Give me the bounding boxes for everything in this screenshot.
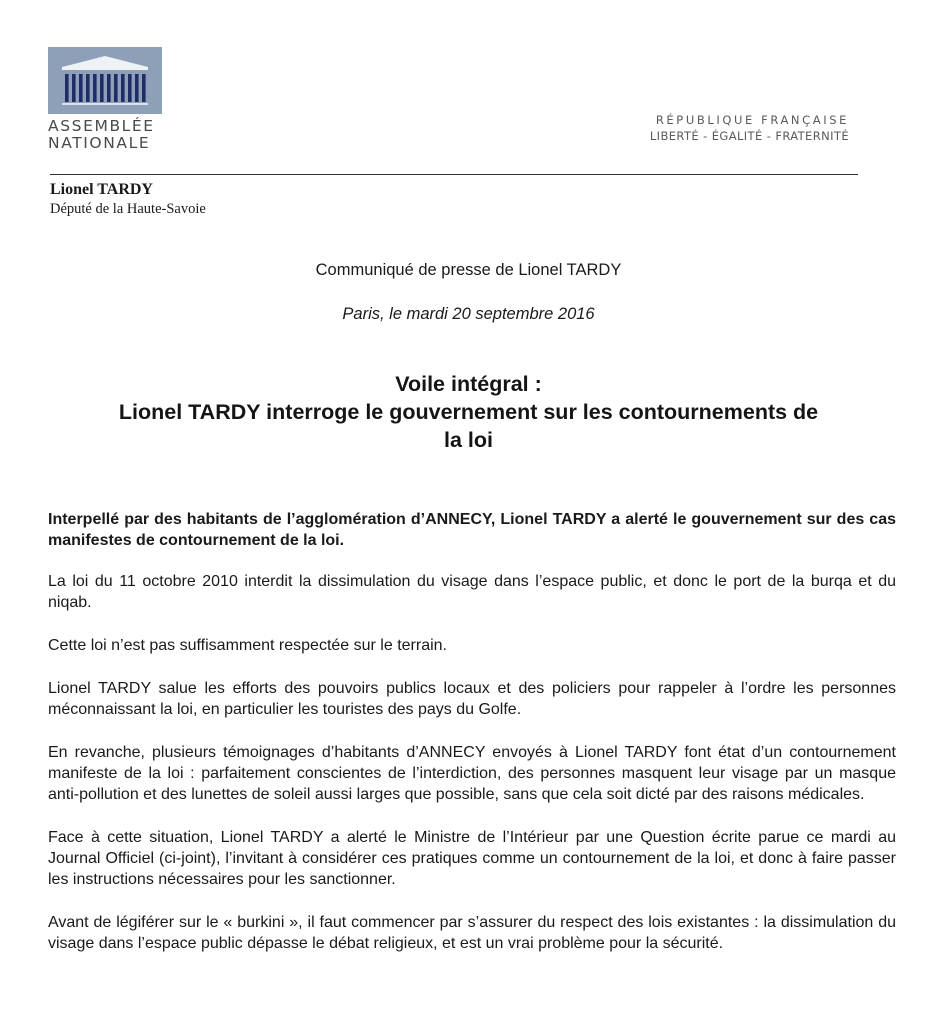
title-line-1: Voile intégral : xyxy=(395,372,542,396)
header-divider xyxy=(50,174,858,175)
assemblee-nationale-logo xyxy=(48,47,168,152)
logo-line-1: ASSEMBLÉE xyxy=(48,117,155,135)
lead-paragraph: Interpellé par des habitants de l’agglomération d’ANNECY, Lionel TARDY a alerté le gouvernement sur des cas manifestes de contournement de la loi. xyxy=(48,511,896,549)
body-paragraph: La loi du 11 octobre 2010 interdit la dissimulation du visage dans l’espace public, et donc le port de la burqa et du niqab. xyxy=(48,573,896,611)
body-paragraph: Lionel TARDY salue les efforts des pouvoirs publics locaux et des policiers pour rappeler à l’ordre les personnes méconnaissant la loi, en particulier les touristes des pays du Golfe. xyxy=(48,680,896,718)
author-block xyxy=(50,180,206,218)
author-role: Député de la Haute-Savoie xyxy=(50,201,206,217)
assemblee-building-icon xyxy=(48,47,162,114)
logo-line-2: NATIONALE xyxy=(48,134,151,152)
title-line-2: Lionel TARDY interroge le gouvernement sur les contournements de xyxy=(118,400,819,424)
body-paragraph: Cette loi n’est pas suffisamment respectée sur le terrain. xyxy=(48,637,447,654)
republique-francaise-mark xyxy=(650,112,849,144)
body-paragraph: En revanche, plusieurs témoignages d’habitants d’ANNECY envoyés à Lionel TARDY font état d’un contournement manifeste de la loi : parfaitement conscientes de l’interdiction, des personnes masquent leur visage par un masque anti-pollution et des lunettes de soleil aussi larges que possible, sans que cela soit dicté par des raisons médicales. xyxy=(48,744,896,803)
body-paragraph: Face à cette situation, Lionel TARDY a alerté le Ministre de l’Intérieur par une Question écrite parue ce mardi au Journal Officiel (ci-joint), l’invitant à considérer ces pratiques comme un contournement de la loi, et donc à faire passer les instructions nécessaires pour les sanctionner. xyxy=(48,829,896,888)
republique-line-1: RÉPUBLIQUE FRANÇAISE xyxy=(655,113,849,127)
author-name: Lionel TARDY xyxy=(50,181,153,198)
logo-text xyxy=(48,118,168,152)
press-release-title xyxy=(0,370,937,454)
title-line-3: la loi xyxy=(444,428,493,452)
dateline: Paris, le mardi 20 septembre 2016 xyxy=(342,305,595,323)
body-paragraph: Avant de légiférer sur le « burkini », il faut commencer par s’assurer du respect des lois existantes : la dissimulation du visage dans l’espace public dépasse le débat religieux, et est un vrai problème pour la sécurité. xyxy=(48,914,896,952)
press-release-body xyxy=(48,509,896,976)
republique-motto: LIBERTÉ - ÉGALITÉ - FRATERNITÉ xyxy=(649,129,849,143)
communique-heading: Communiqué de presse de Lionel TARDY xyxy=(315,261,622,279)
